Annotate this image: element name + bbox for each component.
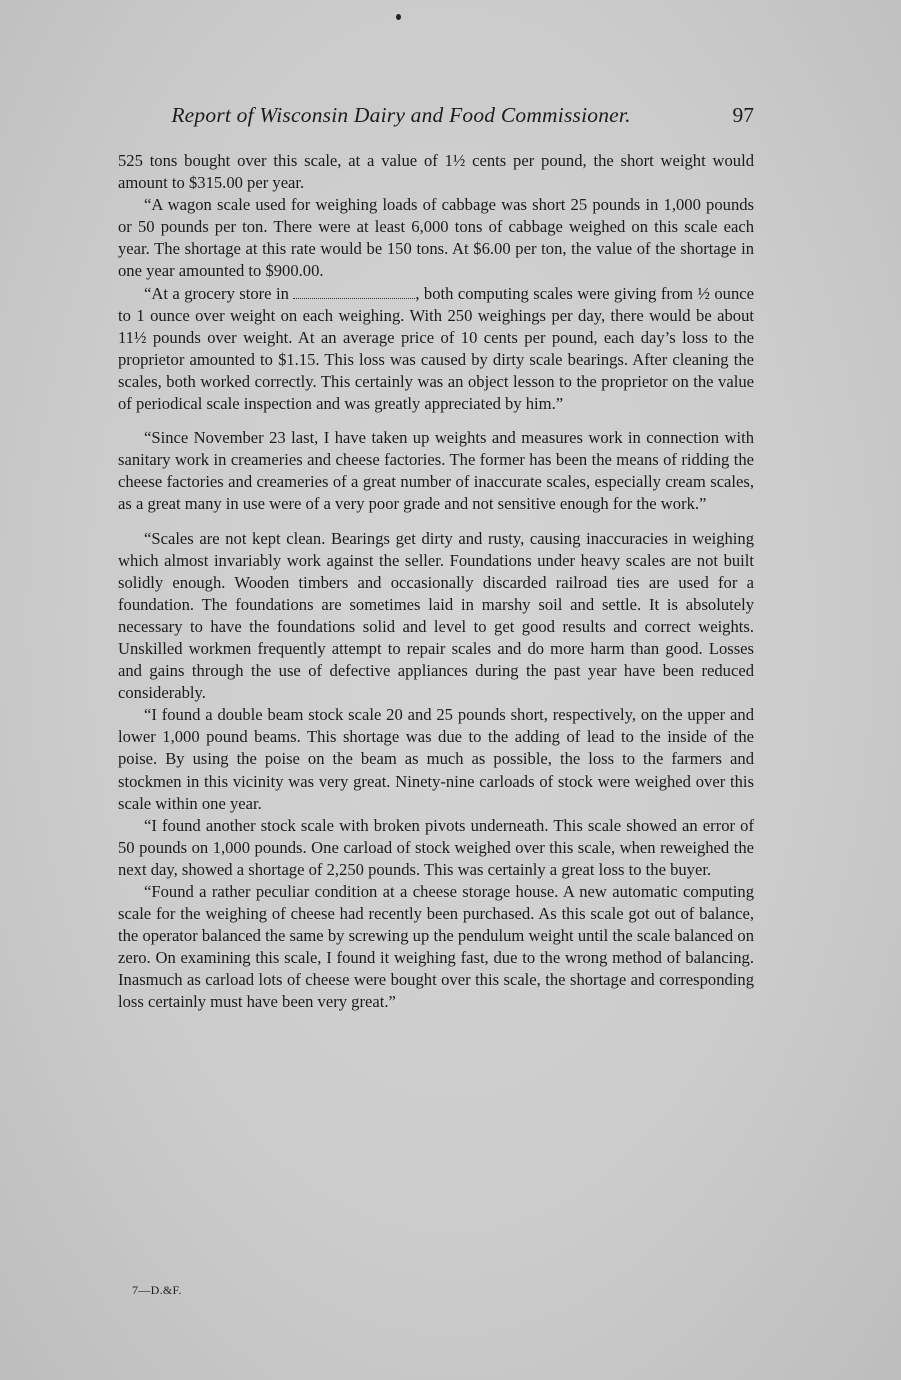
paragraph-6: “I found a double beam stock scale 20 and 25 pounds short, respectively, on the upper and lower 1,000 pound beams. This shortage was due to the adding of lead to the inside of the poise. By using the poise on the beam as much as possible, the loss to the farmers and stockmen in this vicinity was very great. Ninety-nine carloads of stock were weighed over this scale within one year. <box>118 705 754 813</box>
paragraph-8: “Found a rather peculiar condition at a cheese storage house. A new automatic computing scale for the weighing of cheese had recently been purchased. As this scale got out of balance, the operator balanced the same by screwing up the pendulum weight until the scale balanced on zero. On examining this scale, I found it weighing fast, due to the wrong method of balancing. Inasmuch as carload lots of cheese were bought over this scale, the shortage and corresponding loss certainly must have been very great.” <box>118 882 754 1012</box>
body-text <box>118 150 754 1014</box>
paragraph-3-after: , both computing scales were giving from ½ ounce to 1 ounce over weight on each weighing. With 250 weighings per day, there would be about 11½ pounds over weight. At an average price of 10 cents per pound, each day’s loss to the proprietor amounted to $1.15. This loss was caused by dirty scale bearings. After cleaning the scales, both worked correctly. This certainly was an object lesson to the proprietor on the value of periodical scale inspection and was greatly appreciated by him.” <box>118 283 755 414</box>
paragraph-3 <box>118 283 754 416</box>
header-title: Report of Wisconsin Dairy and Food Commissioner. <box>171 103 631 127</box>
paragraph-4: “Since November 23 last, I have taken up weights and measures work in connection with sanitary work in creameries and cheese factories. The former has been the means of ridding the cheese factories and creameries of a great number of inaccurate scales, especially cream scales, as a great many in use were of a very poor grade and not sensitive enough for the work.” <box>118 428 754 514</box>
paragraph-7: “I found another stock scale with broken pivots underneath. This scale showed an error of 50 pounds on 1,000 pounds. One carload of stock weighed over this scale, when reweighed the next day, showed a shortage of 2,250 pounds. This was certainly a great loss to the buyer. <box>118 815 754 879</box>
running-header <box>118 98 754 132</box>
paragraph-3-before: “At a grocery store in <box>144 283 294 303</box>
ink-speck <box>396 14 401 20</box>
signature-mark: 7—D.&F. <box>132 1283 182 1297</box>
page-number: 97 <box>732 103 754 127</box>
paragraph-1: 525 tons bought over this scale, at a value of 1½ cents per pound, the short weight would amount to $315.00 per year. <box>118 151 754 193</box>
paragraph-2: “A wagon scale used for weighing loads of cabbage was short 25 pounds in 1,000 pounds or 50 pounds per ton. There were at least 6,000 tons of cabbage weighed on this scale each year. The shortage at this rate would be 150 tons. At $6.00 per ton, the value of the shortage in one year amounted to $900.00. <box>118 195 754 281</box>
redacted-blank <box>293 286 415 299</box>
paragraph-5: “Scales are not kept clean. Bearings get dirty and rusty, causing inaccuracies in weighing which almost invariably work against the seller. Foundations under heavy scales are not built solidly enough. Wooden timbers and occasionally discarded railroad ties are used for a foundation. The foundations are sometimes laid in marshy soil and settle. It is absolutely necessary to have the foundations solid and level to get good results and correct weights. Unskilled workmen frequently attempt to repair scales and do more harm than good. Losses and gains through the use of defective appliances during the past year have been reduced considerably. <box>118 528 754 703</box>
